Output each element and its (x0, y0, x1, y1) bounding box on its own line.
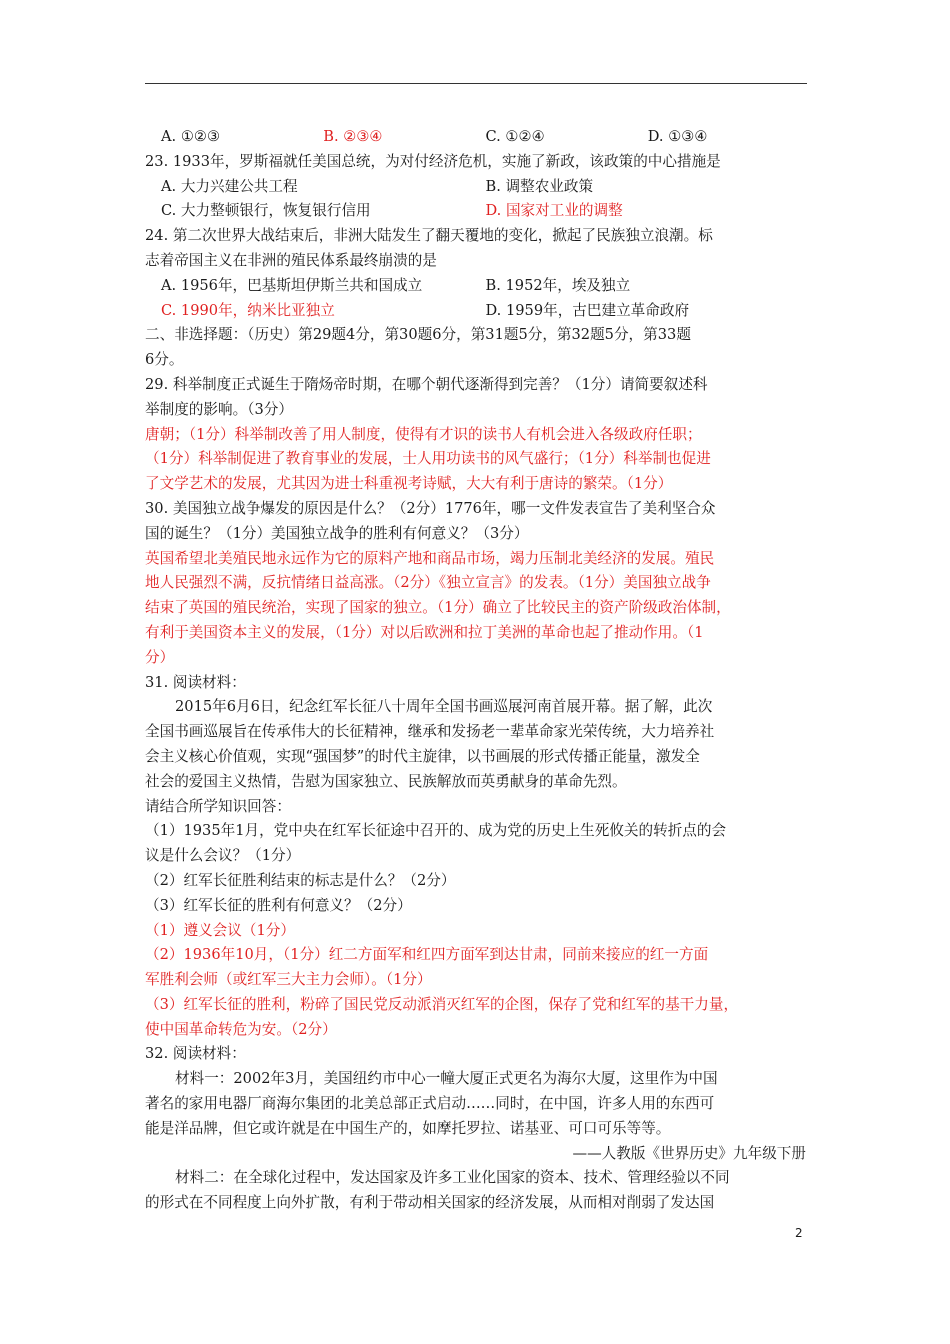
q30-answer-line: 有利于美国资本主义的发展，（1分）对以后欧洲和拉丁美洲的革命也起了推动作用。（1 (145, 623, 704, 641)
q23-option-d: D. 国家对工业的调整 (485, 202, 623, 220)
q30-answer-line: 地人民强烈不满，反抗情绪日益高涨。（2分）《独立宣言》的发表。（1分）美国独立战争 (145, 574, 711, 592)
q31-question-line: （1）1935年1月，党中央在红军长征途中召开的、成为党的历史上生死攸关的转折点的会 (145, 822, 727, 840)
q24-stem-line: 24. 第二次世界大战结束后，非洲大陆发生了翻天覆地的变化，掀起了民族独立浪潮。标 (145, 227, 713, 245)
q22-option-a: A. ①②③ (161, 128, 221, 145)
q31-material-line: 会主义核心价值观，实现“强国梦”的时代主旋律，以书画展的形式传播正能量，激发全 (145, 747, 700, 765)
q30-question-line: 国的诞生？（1分）美国独立战争的胜利有何意义？（3分） (145, 524, 529, 542)
q24-stem-line: 志着帝国主义在非洲的殖民体系最终崩溃的是 (145, 251, 437, 269)
section2-heading: 二、非选择题：（历史）第29题4分，第30题6分，第31题5分，第32题5分，第33题 (145, 326, 691, 344)
q22-option-d: D. ①③④ (647, 128, 708, 145)
q23-options-row2 (145, 199, 810, 224)
q31-answer-line: （1）遵义会议（1分） (145, 921, 295, 939)
q31-question-line: 议是什么会议？（1分） (145, 847, 301, 865)
q23-option-c: C. 大力整顿银行，恢复银行信用 (161, 202, 371, 220)
q30-answer-line: 英国希望北美殖民地永远作为它的原料产地和商品市场，竭力压制北美经济的发展。殖民 (145, 549, 715, 567)
section2-heading: 6分。 (145, 351, 184, 369)
q31-material-line: 社会的爱国主义热情，告慰为国家独立、民族解放而英勇献身的革命先烈。 (145, 772, 627, 790)
q22-option-b: B. ②③④ (323, 128, 383, 145)
q32-material1-line: 能是洋品牌，但它或许就是在中国生产的，如摩托罗拉、诺基亚、可口可乐等等。 (145, 1119, 671, 1137)
q30-answer-line: 分） (145, 648, 175, 666)
q22-option-c: C. ①②④ (485, 128, 545, 145)
q32-material2-line: 材料二：在全球化过程中，发达国家及许多工业化国家的资本、技术、管理经验以不同 (175, 1169, 730, 1187)
q24-option-b: B. 1952年，埃及独立 (485, 276, 631, 294)
q32-material1-line: 著名的家用电器厂商海尔集团的北美总部正式启动……同时，在中国，许多人用的东西可 (145, 1095, 715, 1113)
page-number: 2 (795, 1226, 803, 1240)
q29-question-line: 29. 科举制度正式诞生于隋炀帝时期，在哪个朝代逐渐得到完善？（1分）请简要叙述科 (145, 375, 708, 393)
q31-answer-line: 军胜利会师（或红军三大主力会师）。（1分） (145, 971, 432, 989)
q31-title: 31. 阅读材料： (145, 673, 246, 691)
q23-options-row1 (145, 175, 810, 200)
q24-option-d: D. 1959年，古巴建立革命政府 (485, 301, 690, 319)
q29-question-line: 举制度的影响。（3分） (145, 400, 293, 418)
q22-options (145, 125, 810, 150)
header-rule (145, 83, 807, 84)
q32-material2-line: 的形式在不同程度上向外扩散，有利于带动相关国家的经济发展，从而相对削弱了发达国 (145, 1194, 715, 1212)
q29-answer-line: 唐朝；（1分）科举制改善了用人制度，使得有才识的读书人有机会进入各级政府任职； (145, 425, 702, 443)
q24-option-a: A. 1956年，巴基斯坦伊斯兰共和国成立 (161, 276, 423, 294)
q29-answer-line: 了文学艺术的发展，尤其因为进士科重视考诗赋，大大有利于唐诗的繁荣。（1分） (145, 475, 673, 493)
q29-answer-line: （1分）科举制促进了教育事业的发展，士人用功读书的风气盛行；（1分）科举制也促进 (145, 450, 711, 468)
exam-page-content (145, 125, 810, 1216)
q32-source: ——人教版《世界历史》九年级下册 (572, 1144, 806, 1162)
q24-option-c: C. 1990年，纳米比亚独立 (161, 301, 335, 319)
q31-answer-line: （2）1936年10月，（1分）红二方面军和红四方面军到达甘肃，同前来接应的红一方面 (145, 946, 709, 964)
q31-question-line: （2）红军长征胜利结束的标志是什么？（2分） (145, 871, 456, 889)
q31-material-line: 2015年6月6日，纪念红军长征八十周年全国书画巡展河南首展开幕。据了解，此次 (175, 698, 713, 716)
q31-prompt: 请结合所学知识回答： (145, 797, 291, 815)
q23-option-b: B. 调整农业政策 (485, 177, 594, 195)
q31-question-line: （3）红军长征的胜利有何意义？（2分） (145, 896, 412, 914)
q24-options-row1 (145, 274, 810, 299)
q31-answer-line: 使中国革命转危为安。（2分） (145, 1020, 337, 1038)
q32-title: 32. 阅读材料： (145, 1045, 246, 1063)
q24-options-row2 (145, 299, 810, 324)
q30-answer-line: 结束了英国的殖民统治，实现了国家的独立。（1分）确立了比较民主的资产阶级政治体制， (145, 599, 731, 617)
q23-stem: 23. 1933年，罗斯福就任美国总统，为对付经济危机，实施了新政，该政策的中心措施是 (145, 152, 721, 170)
q31-answer-line: （3）红军长征的胜利，粉碎了国民党反动派消灭红军的企图，保存了党和红军的基干力量， (145, 995, 739, 1013)
q30-question-line: 30. 美国独立战争爆发的原因是什么？（2分）1776年，哪一文件发表宣告了美利坚合众 (145, 499, 716, 517)
q32-material1-line: 材料一：2002年3月，美国纽约市中心一幢大厦正式更名为海尔大厦，这里作为中国 (175, 1070, 718, 1088)
q31-material-line: 全国书画巡展旨在传承伟大的长征精神，继承和发扬老一辈革命家光荣传统，大力培养社 (145, 723, 715, 741)
q23-option-a: A. 大力兴建公共工程 (161, 177, 298, 195)
